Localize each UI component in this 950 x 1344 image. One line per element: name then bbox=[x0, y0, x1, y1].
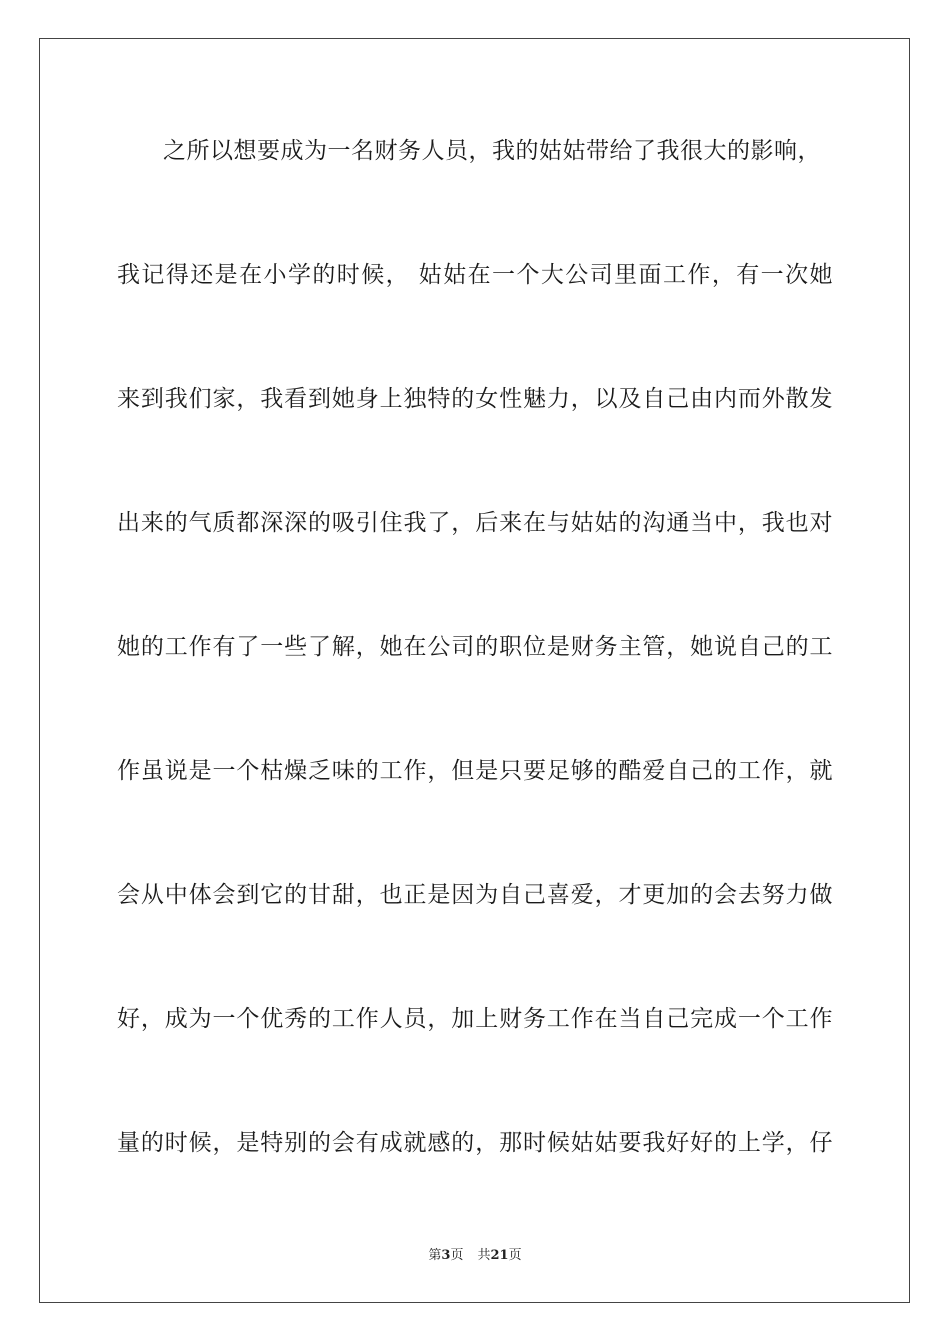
paragraph-line-5: 她的工作有了一些了解，她在公司的职位是财务主管，她说自己的工 bbox=[117, 634, 833, 660]
paragraph-line-4: 出来的气质都深深的吸引住我了，后来在与姑姑的沟通当中，我也对 bbox=[117, 510, 833, 536]
page-footer bbox=[0, 1247, 950, 1265]
footer-page-current: 3 bbox=[441, 1248, 451, 1263]
paragraph-line-6: 作虽说是一个枯燥乏味的工作，但是只要足够的酷爱自己的工作，就 bbox=[117, 758, 833, 784]
footer-total-prefix: 共 bbox=[477, 1248, 491, 1263]
paragraph-line-2: 我记得还是在小学的时候， 姑姑在一个大公司里面工作，有一次她 bbox=[117, 262, 833, 288]
footer-page-total: 21 bbox=[490, 1248, 509, 1263]
paragraph-line-8: 好，成为一个优秀的工作人员，加上财务工作在当自己完成一个工作 bbox=[117, 1006, 833, 1032]
footer-total-suffix: 页 bbox=[508, 1248, 522, 1263]
paragraph-line-3: 来到我们家，我看到她身上独特的女性魅力，以及自己由内而外散发 bbox=[117, 386, 833, 412]
paragraph-line-9: 量的时候，是特别的会有成就感的，那时候姑姑要我好好的上学，仔 bbox=[117, 1130, 833, 1156]
paragraph-line-1: 之所以想要成为一名财务人员，我的姑姑带给了我很大的影响， bbox=[163, 138, 821, 164]
footer-page-prefix: 第 bbox=[428, 1248, 442, 1263]
page-border bbox=[39, 38, 910, 1303]
footer-page-suffix: 页 bbox=[450, 1248, 464, 1263]
paragraph-line-7: 会从中体会到它的甘甜，也正是因为自己喜爱，才更加的会去努力做 bbox=[117, 882, 833, 908]
